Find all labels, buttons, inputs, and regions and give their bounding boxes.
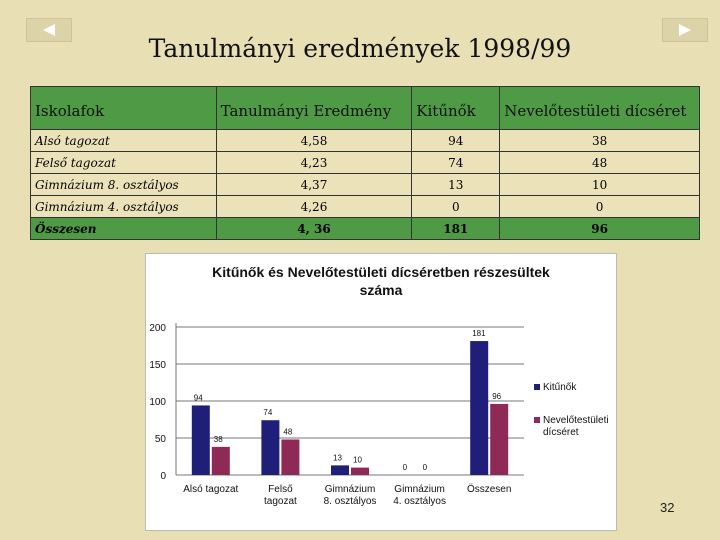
row-kitunok: 0: [412, 196, 500, 218]
row-eredmeny: 4,37: [216, 174, 412, 196]
header-iskolafok: Iskolafok: [31, 87, 217, 130]
total-kitunok: 181: [412, 218, 500, 240]
table-row: [31, 196, 700, 218]
y-tick-label: 200: [149, 323, 166, 334]
slide-title: Tanulmányi eredmények 1998/99: [148, 34, 572, 63]
legend-swatch: [534, 417, 540, 423]
header-kitunok: Kitűnők: [412, 87, 500, 130]
bar-chart: [145, 253, 617, 531]
bar-kitunok: [261, 420, 279, 475]
bar-dicseret: [281, 439, 299, 475]
x-tick-label: Felső: [268, 484, 293, 495]
data-label: 38: [213, 434, 223, 444]
bar-kitunok: [331, 465, 349, 475]
row-dicseret: 38: [500, 130, 700, 152]
bar-kitunok: [470, 341, 488, 475]
data-label: 181: [472, 329, 486, 339]
row-dicseret: 48: [500, 152, 700, 174]
data-label: 74: [263, 408, 273, 418]
y-tick-label: 150: [149, 360, 166, 371]
data-label: 48: [283, 427, 293, 437]
page-number: 32: [660, 500, 675, 515]
row-eredmeny: 4,26: [216, 196, 412, 218]
table-row: [31, 152, 700, 174]
legend-label: Kitűnők: [543, 382, 577, 393]
legend-label: dícséret: [543, 427, 579, 438]
data-label: 94: [193, 393, 203, 403]
x-tick-label: Alsó tagozat: [183, 484, 239, 495]
data-label: 0: [402, 463, 408, 472]
data-label: 13: [333, 453, 342, 463]
total-eredmeny: 4, 36: [216, 218, 412, 240]
row-dicseret: 10: [500, 174, 700, 196]
bar-dicseret: [212, 447, 230, 475]
table-row: [31, 174, 700, 196]
row-kitunok: 74: [412, 152, 500, 174]
x-tick-label: Gimnázium: [394, 484, 445, 495]
row-name: Alsó tagozat: [31, 130, 217, 152]
total-dicseret: 96: [500, 218, 700, 240]
y-tick-label: 0: [160, 471, 166, 482]
x-tick-label: Gimnázium: [324, 484, 376, 495]
bar-dicseret: [490, 404, 508, 475]
y-tick-label: 100: [149, 397, 166, 408]
row-dicseret: 0: [500, 196, 700, 218]
bar-dicseret: [351, 468, 369, 475]
legend-swatch: [534, 384, 540, 390]
data-label: 0: [422, 463, 428, 472]
row-name: Gimnázium 8. osztályos: [31, 174, 217, 196]
x-tick-label: 4. osztályos: [393, 496, 447, 507]
x-tick-label: 8. osztályos: [323, 496, 377, 507]
y-tick-label: 50: [154, 434, 166, 445]
row-kitunok: 13: [412, 174, 500, 196]
header-tanulmanyi-eredmeny: Tanulmányi Eredmény: [216, 87, 412, 130]
row-eredmeny: 4,58: [216, 130, 412, 152]
row-name: Gimnázium 4. osztályos: [31, 196, 217, 218]
row-eredmeny: 4,23: [216, 152, 412, 174]
results-table: [30, 86, 700, 240]
table-total-row: [31, 218, 700, 240]
legend-label: Nevelőtestületi: [543, 415, 609, 426]
row-name: Felső tagozat: [31, 152, 217, 174]
chart-canvas: [146, 254, 616, 530]
chart-title: Kitűnők és Nevelőtestületi dícséretben részesültek száma: [212, 264, 550, 298]
table-row: [31, 130, 700, 152]
row-kitunok: 94: [412, 130, 500, 152]
header-dicseret: Nevelőtestületi dícséret: [500, 87, 700, 130]
bar-kitunok: [192, 405, 210, 475]
table-header-row: [31, 87, 700, 130]
x-tick-label: tagozat: [263, 496, 297, 507]
data-label: 10: [353, 455, 362, 465]
data-label: 96: [492, 391, 502, 401]
total-name: Összesen: [31, 218, 217, 240]
x-tick-label: Összesen: [466, 484, 512, 495]
